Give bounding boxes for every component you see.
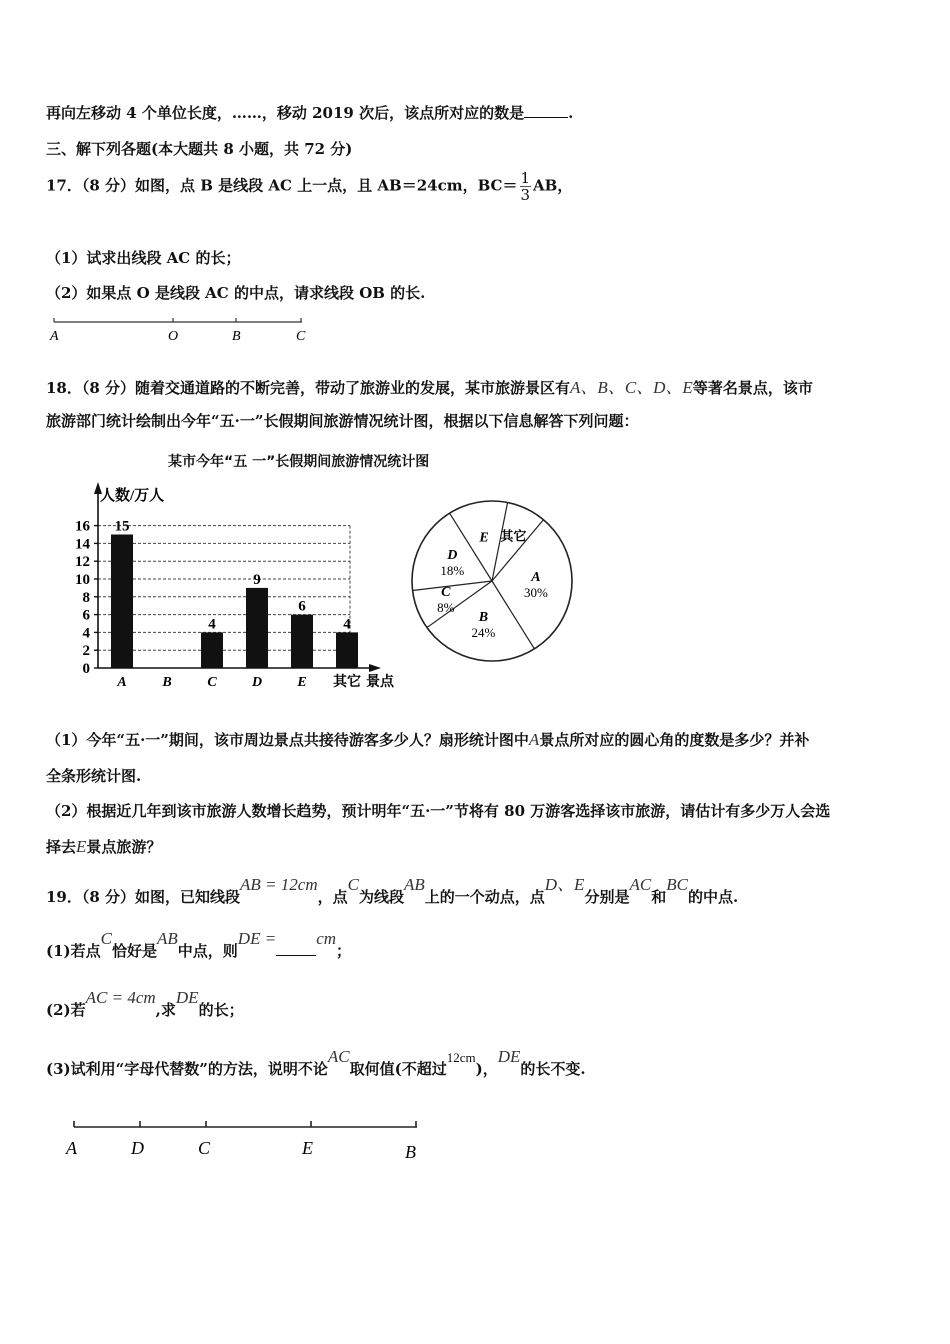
q17-part2: （2）如果点 O 是线段 AC 的中点，请求线段 OB 的长.	[46, 284, 426, 302]
q16-tail-text: 再向左移动 4 个单位长度，……，移动 2019 次后，该点所对应的数是	[46, 104, 525, 122]
y-tick-label: 10	[75, 572, 90, 588]
q18-part2-line2	[46, 836, 161, 857]
point-label-b: B	[405, 1142, 416, 1162]
q17-segment-figure	[46, 312, 326, 348]
pie-slice-label: D	[447, 547, 458, 563]
pie-slice-label: B	[478, 610, 489, 626]
bar-chart	[40, 478, 410, 698]
y-axis-title: 人数/万人	[100, 488, 165, 504]
answer-blank	[276, 941, 316, 956]
x-axis-title: 景点	[366, 675, 394, 690]
q19-p1-text-b: 恰好是	[111, 942, 157, 960]
q19-var-de: D、E	[544, 875, 585, 894]
q19-var-ac: AC	[629, 875, 652, 894]
q18-part1-line2: 全条形统计图.	[46, 767, 142, 785]
y-tick-label: 14	[75, 536, 90, 553]
q17-part1: （1）试求出线段 AC 的长；	[46, 249, 241, 267]
chart-title: 某市今年“五 一”长假期间旅游情况统计图	[168, 454, 430, 470]
q19-lead: 19．（8 分）如图，已知线段	[46, 888, 241, 906]
q19-stem	[46, 875, 739, 907]
pie-slice-percent: 8%	[437, 599, 455, 615]
pie-slice-label: A	[531, 570, 541, 586]
q18-stem-line1	[46, 373, 813, 398]
point-label-c: C	[198, 1138, 211, 1158]
q18-p2-var-e: E	[76, 837, 87, 856]
q19-part1	[46, 929, 352, 961]
q19-p1-var-ab: AB	[157, 929, 178, 948]
q19-p1-text-a: (1)若点	[46, 942, 101, 960]
q19-text-5: 和	[651, 888, 667, 906]
q19-part2	[46, 988, 244, 1020]
bar	[291, 615, 313, 668]
bar-value-label: 4	[343, 616, 351, 633]
q16-end: .	[568, 104, 574, 122]
q19-ab-eq: AB = 12cm	[240, 875, 318, 894]
q18-p1-text-b: 景点所对应的圆心角的度数是多少？并补	[539, 731, 810, 749]
section-3-heading: 三、解下列各题(本大题共 8 小题，共 72 分)	[46, 140, 353, 158]
category-label: 其它	[333, 675, 361, 690]
q18-p1-text-a: （1）今年“五·一”期间，该市周边景点共接待游客多少人？扇形统计图中	[46, 731, 529, 749]
bar-value-label: 15	[114, 518, 130, 535]
q19-var-bc: BC	[666, 875, 688, 894]
category-label: B	[162, 675, 172, 690]
q19-p2-ac-eq: AC = 4cm	[85, 988, 156, 1007]
y-tick-label: 6	[82, 607, 90, 624]
q19-var-ab: AB	[403, 875, 425, 894]
bar	[336, 632, 358, 668]
q19-p1-text-d: 中点，则	[177, 942, 238, 960]
point-label-e: E	[302, 1138, 313, 1158]
q19-p2-text-a: (2)若	[46, 1001, 86, 1019]
y-tick-label: 2	[82, 643, 90, 660]
q19-p2-var-de: DE	[175, 988, 199, 1007]
fraction-numerator: 1	[520, 169, 531, 187]
q19-text-4: 分别是	[584, 888, 630, 906]
y-tick-label: 8	[82, 589, 90, 606]
y-tick-label: 4	[82, 625, 90, 642]
pie-slice-label: E	[479, 530, 489, 546]
q17-lead: 17．（8 分）如图，点 B 是线段 AC 上一点，且 AB＝24cm，BC＝	[46, 176, 518, 195]
q19-p3-limit: 12cm	[446, 1050, 476, 1065]
bar-value-label: 9	[253, 571, 261, 588]
q19-p2-text-b: ,求	[155, 1001, 176, 1019]
bar	[201, 632, 223, 668]
q19-text-1: ，点	[317, 888, 348, 906]
point-label-d: D	[131, 1138, 144, 1158]
bar-value-label: 4	[208, 616, 216, 633]
pie-slice-percent: 30%	[523, 585, 548, 601]
q18-p2-text-b: 择去	[46, 838, 77, 856]
bar	[246, 588, 268, 668]
pie-slice-label: 其它	[500, 528, 527, 544]
q19-text-3: 上的一个动点，点	[424, 888, 545, 906]
q18-part1-line1	[46, 729, 809, 750]
fraction-denominator: 3	[520, 186, 531, 204]
q17-tail: AB，	[533, 176, 573, 195]
category-label: A	[117, 675, 127, 690]
category-label: E	[297, 675, 307, 690]
q18-p1-var-a: A	[528, 730, 540, 749]
q19-p1-var-c: C	[100, 929, 112, 948]
q18-part2-line1: （2）根据近几年到该市旅游人数增长趋势，预计明年“五·一”节将有 80 万游客选择该市旅游，请估计有多少万人会选	[46, 802, 831, 820]
bar	[111, 535, 133, 669]
q19-p2-text-c: 的长；	[198, 1001, 244, 1019]
q19-text-6: 的中点.	[687, 888, 739, 906]
point-label-b: B	[232, 329, 241, 344]
q19-p3-var-ac: AC	[327, 1047, 350, 1066]
q19-var-c: C	[347, 875, 359, 894]
q19-part3	[46, 1047, 586, 1079]
q18-stem-line2: 旅游部门统计绘制出今年“五·一”长假期间旅游情况统计图，根据以下信息解答下列问题：	[46, 412, 639, 430]
point-label-a: A	[66, 1138, 77, 1158]
q19-p3-text-b: 取何值(不超过	[349, 1060, 447, 1078]
q19-p1-de-eq: DE =	[237, 929, 277, 948]
q19-p3-text-d: 的长不变.	[520, 1060, 586, 1078]
q19-p3-var-de: DE	[497, 1047, 521, 1066]
q18-text-b: 等著名景点，该市	[692, 379, 813, 397]
y-tick-label: 0	[82, 661, 90, 677]
y-tick-label: 16	[75, 518, 90, 535]
q19-p3-text-c: )，	[475, 1060, 498, 1078]
x-axis-arrow	[369, 664, 381, 672]
q19-segment-figure	[60, 1118, 440, 1168]
pie-slice-label: C	[441, 584, 451, 600]
point-label-a: A	[50, 329, 59, 344]
q19-p1-unit: cm	[316, 929, 337, 948]
q19-p3-text-a: (3)试利用“字母代替数”的方法，说明不论	[46, 1060, 328, 1078]
q17-stem	[46, 170, 572, 203]
pie-chart	[405, 498, 585, 668]
q18-p2-text-c: 景点旅游？	[86, 838, 162, 856]
category-label: D	[251, 675, 263, 690]
category-label: C	[207, 675, 217, 690]
point-label-o: O	[168, 329, 179, 344]
answer-blank	[524, 103, 568, 118]
q18-text-a: 18．（8 分）随着交通道路的不断完善，带动了旅游业的发展，某市旅游景区有	[46, 379, 571, 397]
q18-places: A、B、C、D、E	[570, 378, 693, 397]
bar-value-label: 6	[298, 598, 306, 615]
point-label-c: C	[296, 329, 306, 344]
fraction-one-third	[520, 170, 532, 203]
q19-p1-text-e: ；	[336, 942, 352, 960]
pie-slice-percent: 24%	[471, 625, 496, 641]
q19-text-2: 为线段	[358, 888, 404, 906]
y-tick-label: 12	[75, 554, 90, 571]
q16-tail-line	[46, 102, 573, 123]
pie-slice-percent: 18%	[440, 562, 465, 578]
